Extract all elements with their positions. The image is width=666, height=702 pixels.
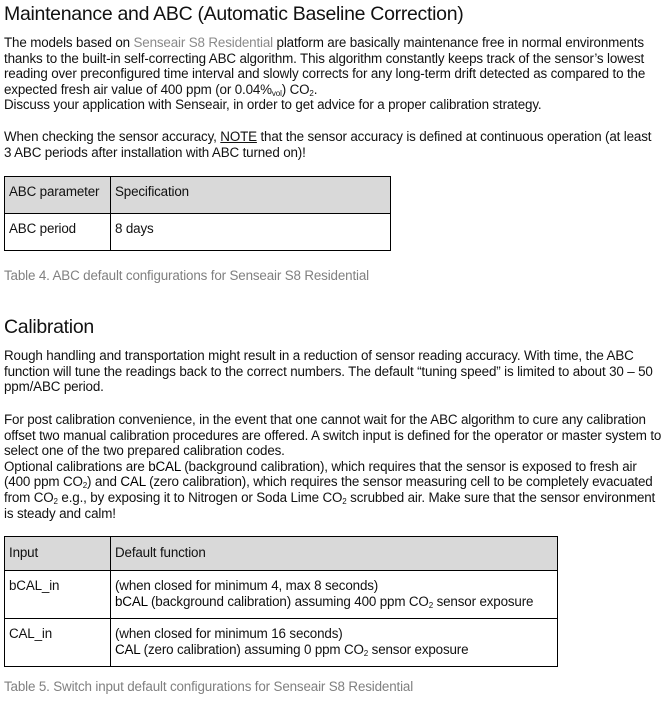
subscript: 2 (82, 481, 88, 491)
table-row (5, 619, 558, 667)
text-run: (background calibration) assuming 400 ppm CO (147, 593, 429, 609)
paragraph-rough-handling: Rough handling and transportation might result in a reduction of sensor reading accuracy. With time, the ABC function will tune the readings back to the correct numbers. The default “tuning speed” is limited to about 30 – 50 ppm/ABC period. (4, 348, 653, 395)
paragraph-accuracy-note (4, 129, 662, 160)
text-run: that the sensor accuracy is defined at continuous operation (at least 3 ABC periods after installation with ABC turned on)! (4, 129, 652, 160)
text-run: (zero calibration) assuming 0 ppm CO (140, 641, 364, 657)
subscript: 2 (309, 88, 314, 98)
text-run: Optional calibrations are (4, 458, 149, 474)
paragraph-discuss: Discuss your application with Senseair, in order to get advice for a proper calibration strategy. (4, 97, 542, 113)
paragraph-abc-intro (4, 35, 662, 113)
table-header-cell: ABC parameter (5, 177, 111, 214)
table4-caption: Table 4. ABC default configurations for Senseair S8 Residential (4, 268, 369, 283)
table-row (5, 571, 558, 619)
table5-caption: Table 5. Switch input default configurations for Senseair S8 Residential (4, 679, 414, 694)
text-run: (when closed for minimum 4, max 8 seconds) (115, 578, 379, 593)
heading-maintenance: Maintenance and ABC (Automatic Baseline Correction) (4, 3, 464, 25)
text-run: sensor exposure (368, 641, 469, 657)
note-label: NOTE (220, 129, 257, 144)
bcal-term: bCAL (115, 593, 148, 609)
text-run: For post calibration convenience, in the event that one cannot wait for the ABC algorithm to cure any calibration offset two manual calibration procedures are offered. A switch input is defined for the operator or master system to select one of the two prepared calibration codes. (4, 412, 662, 459)
table-cell: ABC period (5, 214, 111, 251)
table-header-cell: Input (5, 537, 111, 571)
table-cell: 8 days (111, 214, 391, 251)
subscript: 2 (342, 496, 347, 506)
text-run: ) and (87, 474, 121, 490)
cal-term: CAL (120, 474, 146, 490)
table-cell (111, 619, 558, 667)
text-run: The models based on (4, 35, 134, 50)
paragraph-post-calibration (4, 412, 662, 521)
table-header-row (5, 537, 558, 571)
subscript: vol (271, 88, 282, 98)
subscript: 2 (428, 600, 434, 610)
table-cell: CAL_in (5, 619, 111, 667)
table-header-row (5, 177, 391, 214)
table-header-cell: Default function (111, 537, 558, 571)
bcal-term: bCAL (148, 458, 181, 474)
text-run: (background calibration), which requires that the sensor is exposed to fresh air (400 ppm CO (4, 458, 637, 490)
table-cell (111, 571, 558, 619)
text-run: sensor exposure (433, 593, 534, 609)
table-abc-config (4, 176, 391, 251)
text-run: (when closed for minimum 16 seconds) (115, 626, 343, 641)
subscript: 2 (53, 496, 58, 506)
table-cell: bCAL_in (5, 571, 111, 619)
text-run: ) CO (281, 81, 310, 97)
text-run: When checking the sensor accuracy, (4, 129, 221, 144)
text-run: e.g., by exposing it to Nitrogen or Soda Lime CO (57, 489, 343, 505)
heading-calibration: Calibration (4, 316, 94, 338)
text-run: scrubbed air. Make sure that the sensor environment is steady and calm! (4, 489, 656, 521)
text-run: . (313, 81, 318, 97)
text-run: (zero calibration), which requires the sensor measuring cell to be completely evacuated from CO (4, 474, 653, 505)
subscript: 2 (363, 648, 369, 658)
table-switch-input (4, 536, 558, 667)
cal-term: CAL (115, 641, 141, 657)
product-link[interactable]: Senseair S8 Residential (133, 35, 273, 50)
text-run: platform are basically maintenance free in normal environments thanks to the built-in self-correcting ABC algorithm. This algorithm constantly keeps track of the sensor’s lowest reading over preconfigured time interval and slowly corrects for any long-term drift detected as compared to the expected fresh air value of 400 ppm (or 0.04% (4, 35, 646, 97)
table-header-cell: Specification (111, 177, 391, 214)
table-row (5, 214, 391, 251)
